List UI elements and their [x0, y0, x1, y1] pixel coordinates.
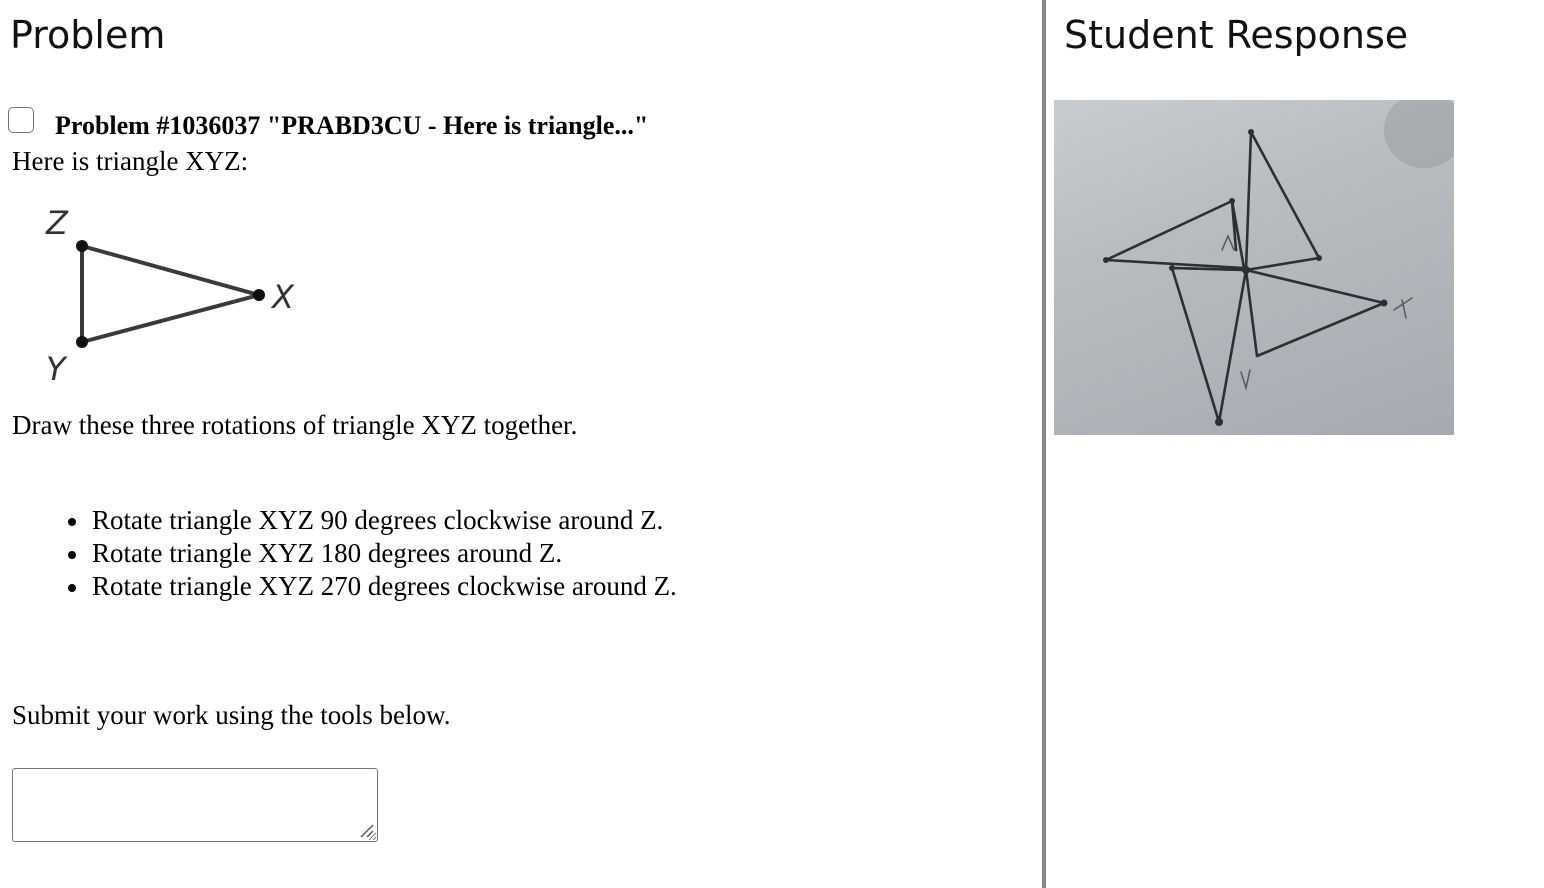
task-item-270: Rotate triangle XYZ 270 degrees clockwise around Z. — [60, 570, 677, 603]
student-response-pane — [1046, 0, 1544, 888]
problem-instruction: Draw these three rotations of triangle XYZ together. — [12, 410, 578, 440]
submit-note: Submit your work using the tools below. — [12, 700, 451, 730]
problem-checkbox[interactable] — [8, 107, 34, 133]
answer-textarea[interactable] — [12, 768, 378, 842]
triangle-xyz-figure — [22, 196, 312, 396]
student-response-heading: Student Response — [1064, 13, 1409, 57]
problem-intro: Here is triangle XYZ: — [12, 146, 249, 176]
handwritten-pinwheel-sketch-icon — [1054, 100, 1454, 435]
problem-title: Problem #1036037 "PRABD3CU - Here is triangle..." — [55, 111, 649, 140]
problem-heading: Problem — [10, 13, 166, 57]
triangle-xyz-shape — [82, 246, 259, 342]
vertex-y-label: Y — [46, 350, 66, 388]
vertex-z-label: Z — [46, 204, 68, 242]
task-item-180: Rotate triangle XYZ 180 degrees around Z. — [60, 537, 677, 570]
vertex-y-dot — [76, 336, 88, 348]
student-response-photo — [1054, 100, 1454, 435]
vertex-x-dot — [253, 289, 265, 301]
task-item-90: Rotate triangle XYZ 90 degrees clockwise around Z. — [60, 504, 677, 537]
rotation-task-list — [60, 504, 677, 603]
vertex-z-dot — [76, 240, 88, 252]
vertex-x-label: X — [272, 278, 294, 316]
